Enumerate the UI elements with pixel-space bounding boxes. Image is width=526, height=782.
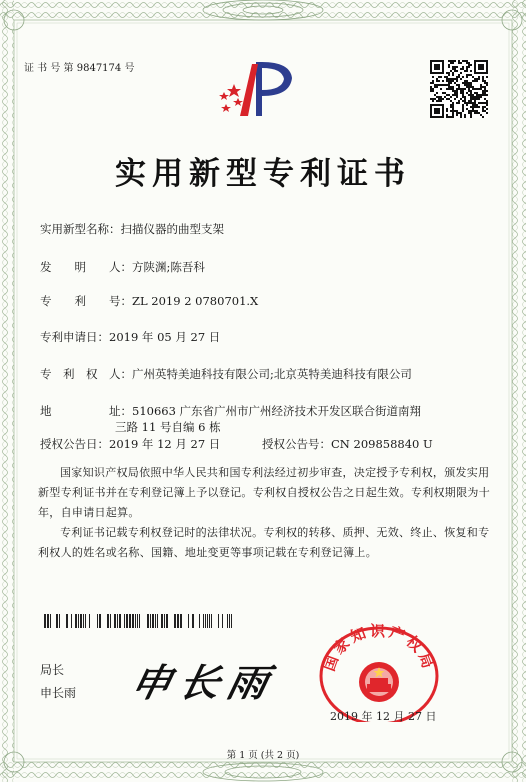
filing-date-row — [40, 330, 220, 344]
address-line1: 510663 广东省广州市广州经济技术开发区联合街道南翔 — [132, 404, 422, 418]
utility-name-label: 实用新型名称： — [40, 222, 121, 236]
inventor-value: 方陕渊;陈吾科 — [132, 260, 205, 274]
chief-name: 申长雨 — [40, 686, 77, 700]
address-row — [40, 404, 421, 418]
page-title: 实用新型专利证书 — [115, 156, 411, 192]
patentee-row — [40, 367, 412, 381]
grant-number-row — [262, 437, 433, 451]
inventor-label: 发 明 人： — [40, 260, 132, 274]
handwritten-signature: 申长雨 — [126, 661, 281, 706]
svg-text:国家知识产权局: 国家知识产权局 — [319, 622, 439, 674]
cnipa-logo-icon — [212, 60, 304, 122]
official-seal-icon — [314, 622, 444, 722]
address-label: 地 址： — [40, 404, 132, 418]
patent-number-row — [40, 294, 258, 308]
patent-number-label: 专 利 号： — [40, 294, 132, 308]
body-paragraph-1: 国家知识产权局依照中华人民共和国专利法经过初步审查，决定授予专利权，颁发实用新型专利证书并在专利登记簿上予以登记。专利权自授权公告之日起生效。专利权期限为十年，自申请日起算。 — [38, 466, 490, 519]
grant-date-label: 授权公告日： — [40, 437, 109, 451]
patent-number-value: ZL 2019 2 0780701.X — [132, 294, 259, 308]
grant-date-row — [40, 437, 220, 451]
inventor-row — [40, 260, 205, 274]
utility-name-row — [40, 222, 224, 236]
seal-date: 2019 年 12 月 27 日 — [330, 710, 437, 723]
certificate-number-suffix: 号 — [124, 63, 135, 74]
utility-name-value: 扫描仪器的曲型支架 — [120, 222, 224, 236]
grant-number-label: 授权公告号： — [262, 437, 331, 451]
certificate-number — [24, 62, 134, 76]
filing-date-value: 2019 年 05 月 27 日 — [109, 330, 221, 344]
qr-code-icon — [430, 60, 488, 118]
certificate-number-label: 证 书 号 第 — [24, 63, 74, 74]
address-line2: 三路 11 号自编 6 栋 — [115, 420, 221, 434]
page-footer: 第 1 页 (共 2 页) — [226, 750, 300, 761]
barcode-icon — [44, 614, 236, 628]
grant-number-value: CN 209858840 U — [331, 437, 433, 451]
patentee-label: 专 利 权 人： — [40, 367, 132, 381]
chief-title: 局长 — [40, 663, 65, 677]
grant-date-value: 2019 年 12 月 27 日 — [109, 437, 221, 451]
patentee-value: 广州英特美迪科技有限公司;北京英特美迪科技有限公司 — [132, 367, 412, 381]
certificate-number-value: 9847174 — [76, 63, 122, 74]
body-paragraph-2: 专利证书记载专利权登记时的法律状况。专利权的转移、质押、无效、终止、恢复和专利权人的姓名或名称、国籍、地址变更等事项记载在专利登记簿上。 — [38, 526, 490, 559]
filing-date-label: 专利申请日： — [40, 330, 109, 344]
